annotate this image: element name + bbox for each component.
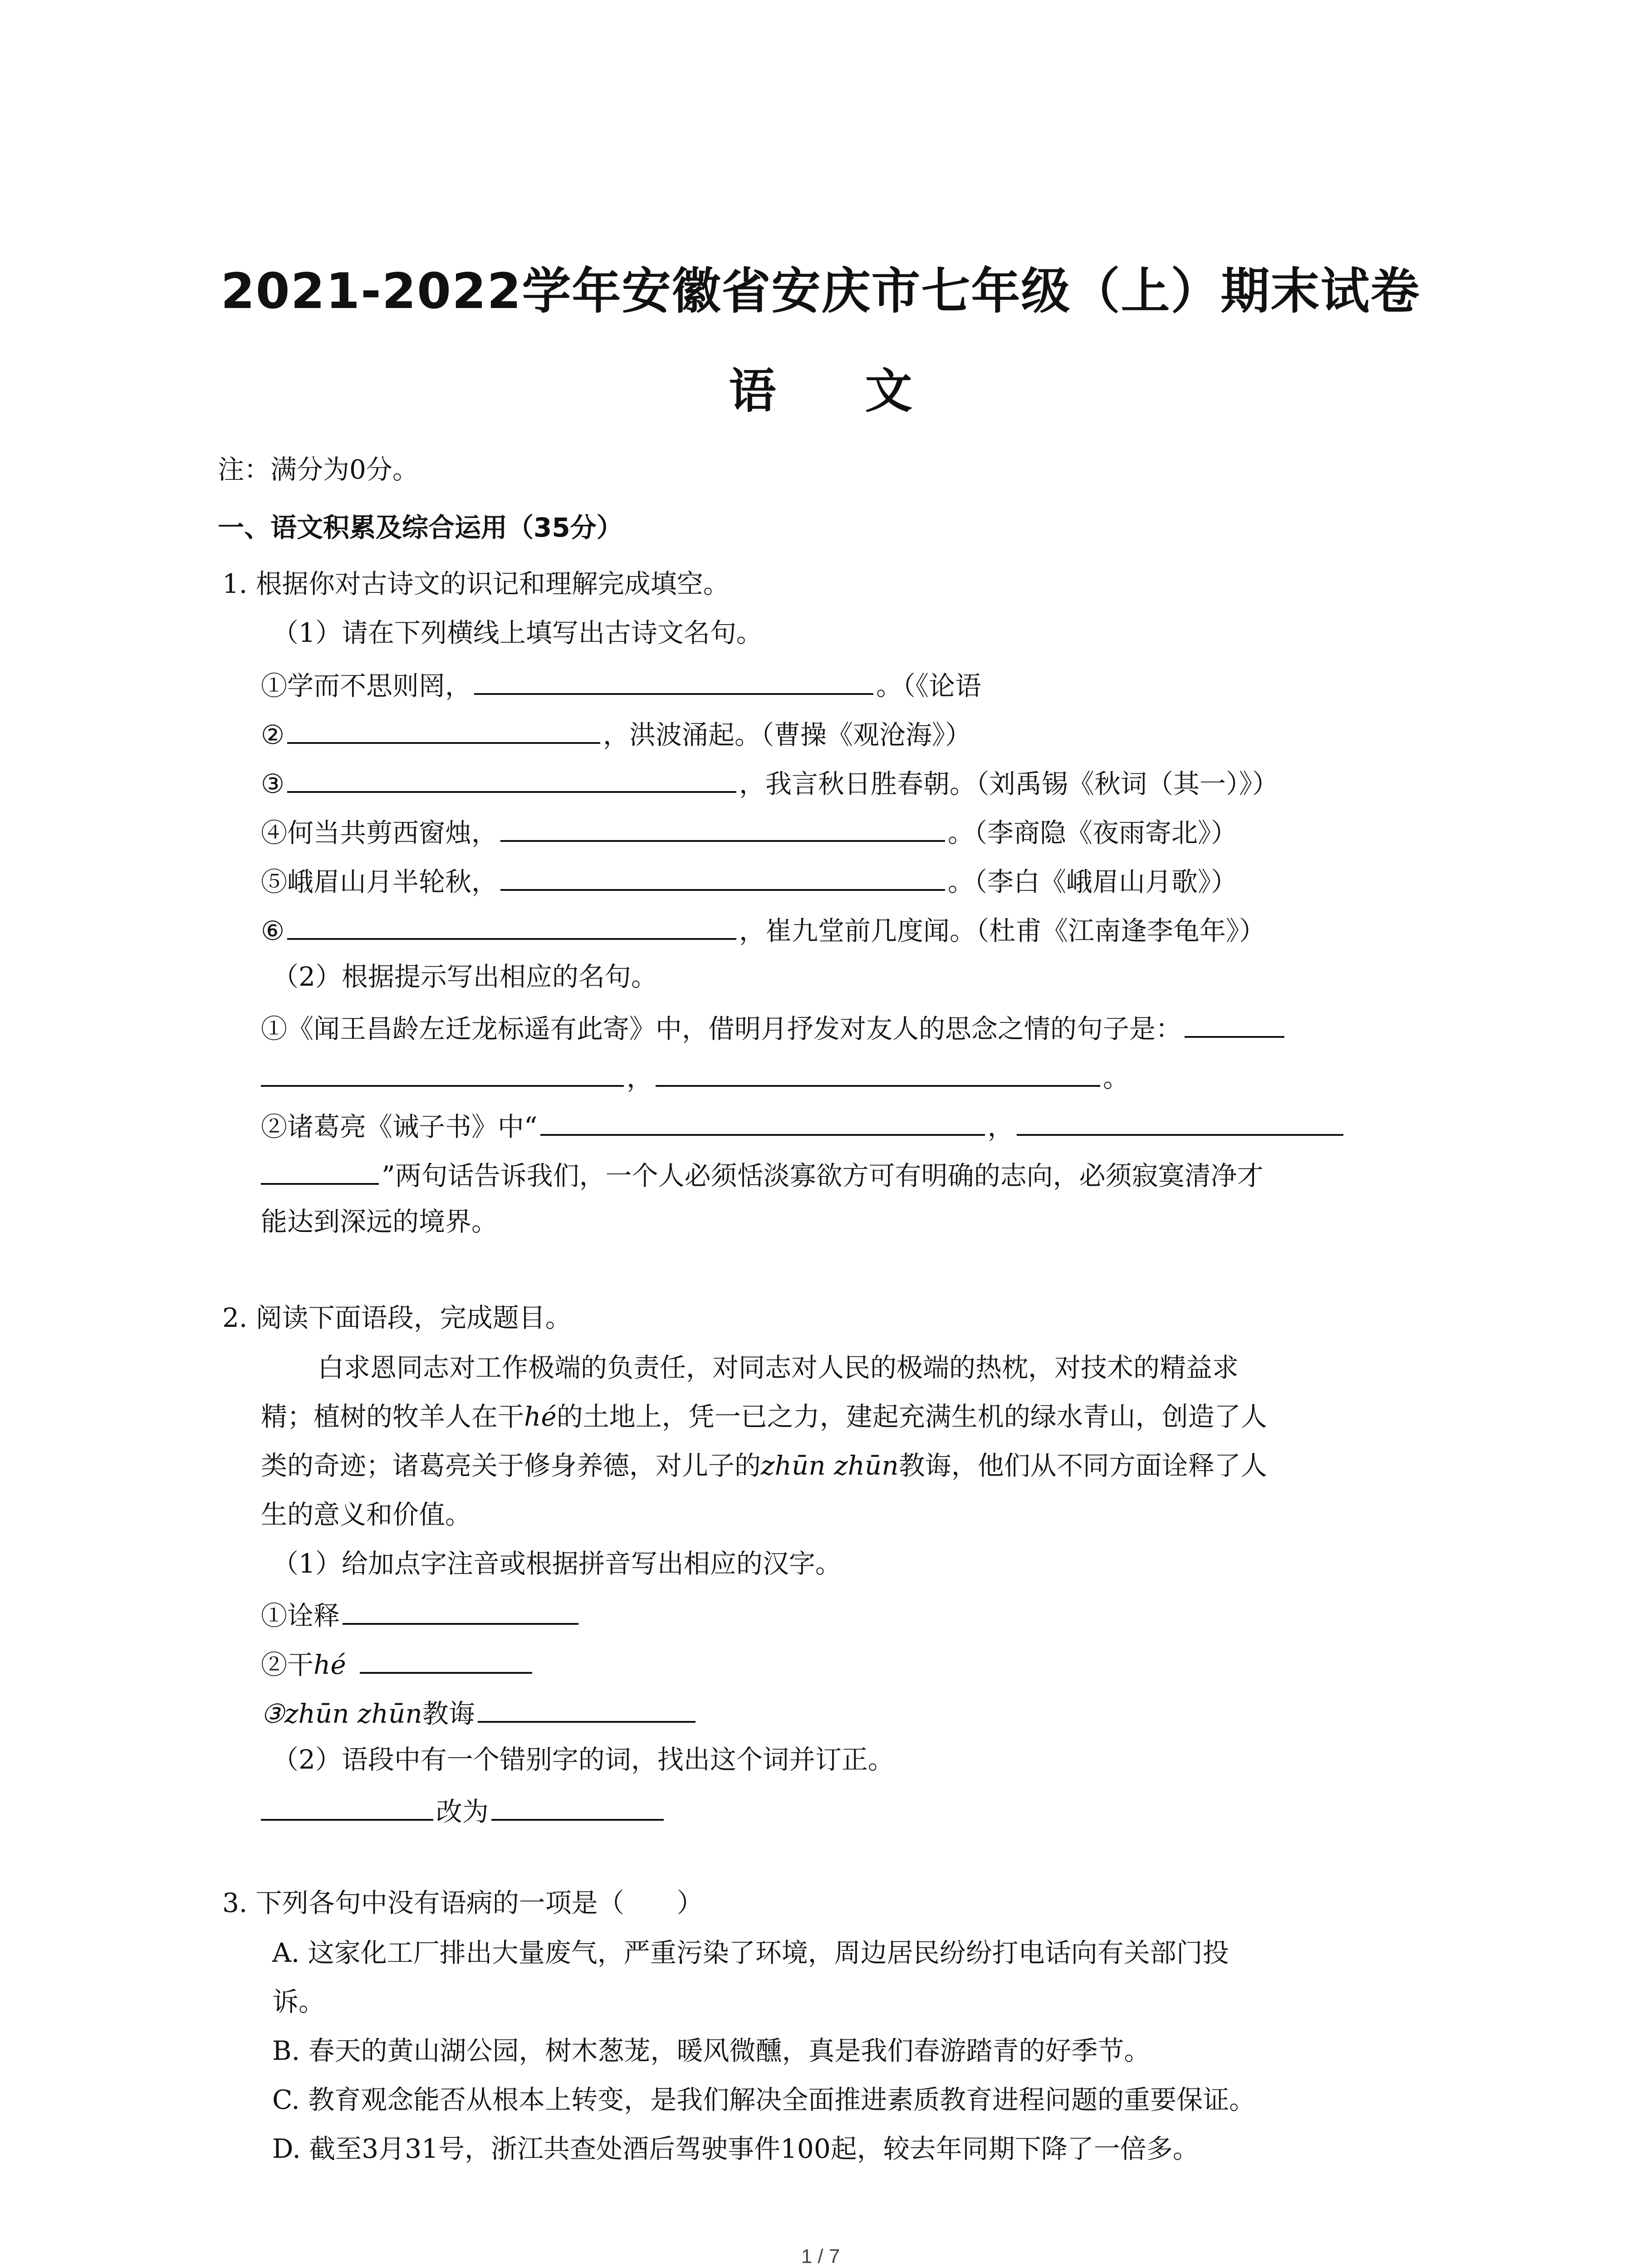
q1-item-5	[261, 863, 1237, 898]
item-post: 。（李白《峨眉山月歌》）	[948, 866, 1238, 897]
q3-stem: 3. 下列各句中没有语病的一项是（ ）	[222, 1887, 703, 1918]
answer-blank[interactable]	[491, 1793, 664, 1821]
answer-blank[interactable]	[1185, 1010, 1284, 1038]
item-pre: ①学而不思则罔，	[261, 670, 472, 701]
q1-part2: （2）根据提示写出相应的名句。	[272, 961, 657, 992]
q2-item-3	[261, 1695, 698, 1730]
answer-blank[interactable]	[500, 814, 945, 842]
item-post: ，崔九堂前几度闻。（杜甫《江南逢李龟年》）	[739, 915, 1266, 946]
answer-blank[interactable]	[360, 1646, 532, 1674]
q1-sub1-cont	[261, 1059, 1129, 1094]
answer-blank[interactable]	[656, 1059, 1100, 1087]
q1-sub2-end: 能达到深远的境界。	[261, 1206, 498, 1237]
comma: ，	[987, 1111, 1014, 1142]
item-pre: ⑥	[261, 915, 284, 946]
pinyin-he: hé	[314, 1649, 346, 1680]
q1-stem: 1. 根据你对古诗文的识记和理解完成填空。	[222, 568, 730, 599]
pinyin-he: hé	[524, 1401, 557, 1432]
q1-item-4	[261, 814, 1237, 849]
item-post: ，我言秋日胜春朝。（刘禹锡《秋词（其一）》）	[739, 768, 1279, 799]
pinyin-zhunzhun: ③zhūn zhūn	[261, 1698, 422, 1729]
q2-para-line-1: 白求恩同志对工作极端的负责任，对同志对人民的极端的热枕，对技术的精益求	[318, 1352, 1239, 1383]
answer-blank[interactable]	[500, 863, 945, 891]
item-pre: ④何当共剪西窗烛，	[261, 817, 498, 848]
answer-blank[interactable]	[478, 1695, 696, 1723]
period: 。	[1103, 1062, 1130, 1093]
sub2-pre: ②诸葛亮《诫子书》中“	[261, 1111, 538, 1142]
item-text: ①诠释	[261, 1600, 340, 1631]
q1-sub2-cont	[261, 1157, 1264, 1192]
q3-option-a[interactable]: A. 这家化工厂排出大量废气，严重污染了环境，周边居民纷纷打电话向有关部门投	[272, 1937, 1229, 1968]
item-pre: ⑤峨眉山月半轮秋，	[261, 866, 498, 897]
answer-blank[interactable]	[1017, 1108, 1343, 1136]
item-post: ，洪波涌起。（曹操《观沧海》）	[603, 719, 972, 750]
q2-part2: （2）语段中有一个错别字的词，找出这个词并订正。	[272, 1744, 894, 1775]
q1-part1: （1）请在下列横线上填写出古诗文名句。	[272, 617, 763, 648]
answer-blank[interactable]	[474, 667, 873, 695]
q3-option-b[interactable]: B. 春天的黄山湖公园，树木葱茏，暖风微醺，真是我们春游踏青的好季节。	[272, 2035, 1151, 2066]
answer-blank[interactable]	[343, 1597, 578, 1625]
sub2-post: ”两句话告诉我们，一个人必须恬淡寡欲方可有明确的志向，必须寂寞清净才	[382, 1160, 1264, 1191]
item-post: 。（李商隐《夜雨寄北》）	[948, 817, 1238, 848]
answer-blank[interactable]	[261, 1793, 433, 1821]
para-text: 精；植树的牧羊人在干	[261, 1401, 524, 1432]
item-post: 。（《论语	[876, 670, 982, 701]
q1-sub2	[261, 1108, 1346, 1143]
answer-blank[interactable]	[287, 765, 736, 793]
sub1-text: ①《闻王昌龄左迁龙标遥有此寄》中，借明月抒发对友人的思念之情的句子是：	[261, 1013, 1182, 1044]
q1-item-6	[261, 912, 1265, 947]
subject-title: 语 文	[729, 363, 949, 419]
section-heading: 一、语文积累及综合运用（35分）	[218, 512, 623, 543]
q2-para-line-3	[261, 1450, 1267, 1481]
q3-option-a-cont: 诉。	[272, 1986, 325, 2017]
q2-correction	[261, 1793, 666, 1828]
q2-part1: （1）给加点字注音或根据拼音写出相应的汉字。	[272, 1548, 842, 1579]
item-text: 教诲	[422, 1698, 475, 1729]
item-pre: ③	[261, 768, 284, 799]
q2-para-line-2	[261, 1401, 1267, 1432]
q3-option-c[interactable]: C. 教育观念能否从根本上转变，是我们解决全面推进素质教育进程问题的重要保证。	[272, 2084, 1256, 2115]
score-note: 注：满分为0分。	[218, 454, 419, 485]
q2-item-2	[261, 1646, 535, 1681]
para-text: 的土地上，凭一已之力，建起充满生机的绿水青山，创造了人	[556, 1401, 1267, 1432]
answer-blank[interactable]	[287, 716, 600, 744]
q1-item-3	[261, 765, 1279, 800]
q1-item-1	[261, 667, 981, 702]
item-pre: ②	[261, 719, 284, 750]
para-text: 类的奇迹；诸葛亮关于修身养德，对儿子的	[261, 1450, 761, 1481]
q2-item-1	[261, 1597, 581, 1632]
pinyin-zhunzhun: zhūn zhūn	[761, 1450, 899, 1481]
item-text: ②干	[261, 1649, 314, 1680]
change-label: 改为	[436, 1796, 489, 1827]
q3-option-d[interactable]: D. 截至3月31号，浙江共查处酒后驾驶事件100起，较去年同期下降了一倍多。	[272, 2133, 1199, 2164]
q2-para-line-4: 生的意义和价值。	[261, 1499, 472, 1530]
q2-stem: 2. 阅读下面语段，完成题目。	[222, 1302, 572, 1333]
answer-blank[interactable]	[261, 1157, 379, 1185]
page-number: 1 / 7	[801, 2245, 840, 2268]
para-text: 教诲，他们从不同方面诠释了人	[898, 1450, 1267, 1481]
q1-item-2	[261, 716, 971, 751]
comma: ，	[627, 1062, 653, 1093]
exam-title: 2021-2022学年安徽省安庆市七年级（上）期末试卷	[220, 263, 1421, 320]
answer-blank[interactable]	[261, 1059, 624, 1087]
answer-blank[interactable]	[287, 912, 736, 940]
q1-sub1	[261, 1010, 1287, 1045]
answer-blank[interactable]	[540, 1108, 985, 1136]
